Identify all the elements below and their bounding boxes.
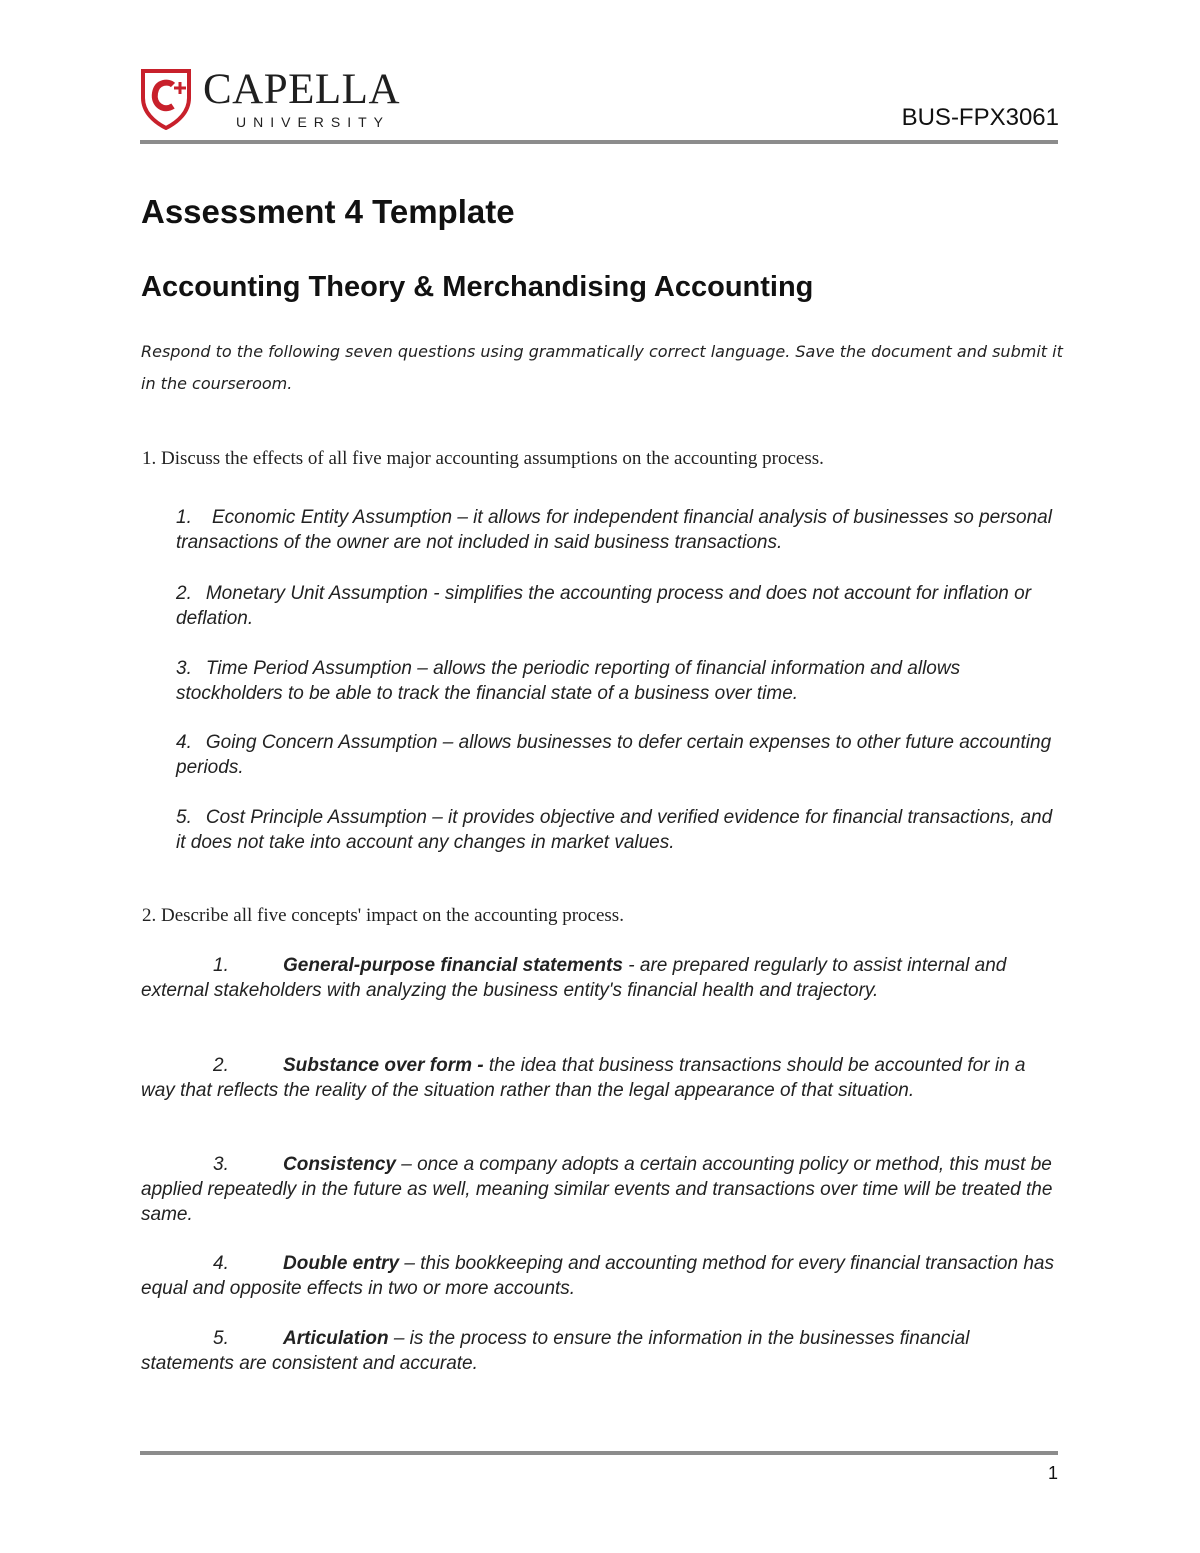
item-number: 3. xyxy=(213,1154,229,1175)
item-number: 4. xyxy=(213,1253,229,1274)
footer-divider xyxy=(140,1451,1058,1455)
item-text: - are prepared regularly to assist internal and external stakeholders with analyzing the business entity's financial health and trajectory. xyxy=(141,955,1007,1001)
item-term: Consistency xyxy=(283,1154,396,1175)
item-number: 2. xyxy=(213,1055,229,1076)
item-text: Going Concern Assumption – allows businesses to defer certain expenses to other future accounting periods. xyxy=(176,732,1052,778)
item-term: Double entry xyxy=(283,1253,400,1274)
university-logo xyxy=(140,68,430,134)
item-term: Substance over form - xyxy=(283,1055,484,1076)
item-text: – is the process to ensure the information in the businesses financial statements are consistent and accurate. xyxy=(141,1328,970,1374)
course-code: BUS-FPX3061 xyxy=(901,104,1059,131)
page-number: 1 xyxy=(1047,1463,1058,1483)
shield-icon xyxy=(140,68,192,130)
question-1-prompt: 1. Discuss the effects of all five major accounting assumptions on the accounting process. xyxy=(142,448,824,469)
item-text: Time Period Assumption – allows the periodic reporting of financial information and allows stockholders to be able to track the financial state of a business over time. xyxy=(176,658,961,704)
item-number: 2. xyxy=(176,583,192,604)
item-number: 4. xyxy=(176,732,192,753)
answer-2-item xyxy=(141,1152,1061,1227)
answer-2-item xyxy=(141,1251,1061,1301)
item-text: – this bookkeeping and accounting method for every financial transaction has equal and opposite effects in two or more accounts. xyxy=(141,1253,1054,1299)
answer-1-item xyxy=(176,505,1066,555)
item-number: 1. xyxy=(213,955,229,976)
item-term: Articulation xyxy=(283,1328,389,1349)
item-number: 5. xyxy=(176,807,192,828)
item-text: Monetary Unit Assumption - simplifies the accounting process and does not account for inflation or deflation. xyxy=(176,583,1032,629)
answer-2-item xyxy=(141,1326,1061,1376)
answer-1-item xyxy=(176,730,1066,780)
item-term: General-purpose financial statements xyxy=(283,955,623,976)
answer-2-item xyxy=(141,1053,1061,1103)
logo-subtitle: UNIVERSITY xyxy=(236,114,391,130)
item-text: – once a company adopts a certain accounting policy or method, this must be applied repeatedly in the future as well, meaning similar events and transactions over time will be treated the same. xyxy=(141,1154,1053,1225)
question-2-prompt: 2. Describe all five concepts' impact on the accounting process. xyxy=(142,905,624,926)
answer-1-item xyxy=(176,656,1066,706)
answer-1-item xyxy=(176,805,1066,855)
item-text: Economic Entity Assumption – it allows for independent financial analysis of businesses so personal transactions of the owner are not included in said business transactions. xyxy=(176,507,1052,553)
instructions: Respond to the following seven questions using grammatically correct language. Save the document and submit it in the courseroom. xyxy=(141,342,1063,393)
page-title: Assessment 4 Template xyxy=(141,193,515,230)
page-subtitle: Accounting Theory & Merchandising Accounting xyxy=(141,271,814,303)
header-divider xyxy=(140,140,1058,144)
item-text: Cost Principle Assumption – it provides objective and verified evidence for financial transactions, and it does not take into account any changes in market values. xyxy=(176,807,1053,853)
logo-name: CAPELLA xyxy=(203,66,400,113)
item-number: 3. xyxy=(176,658,192,679)
item-number: 5. xyxy=(213,1328,229,1349)
item-number: 1. xyxy=(176,507,192,528)
answer-1-item xyxy=(176,581,1066,631)
answer-2-item xyxy=(141,953,1061,1003)
item-text: the idea that business transactions should be accounted for in a way that reflects the reality of the situation rather than the legal appearance of that situation. xyxy=(141,1055,1026,1101)
